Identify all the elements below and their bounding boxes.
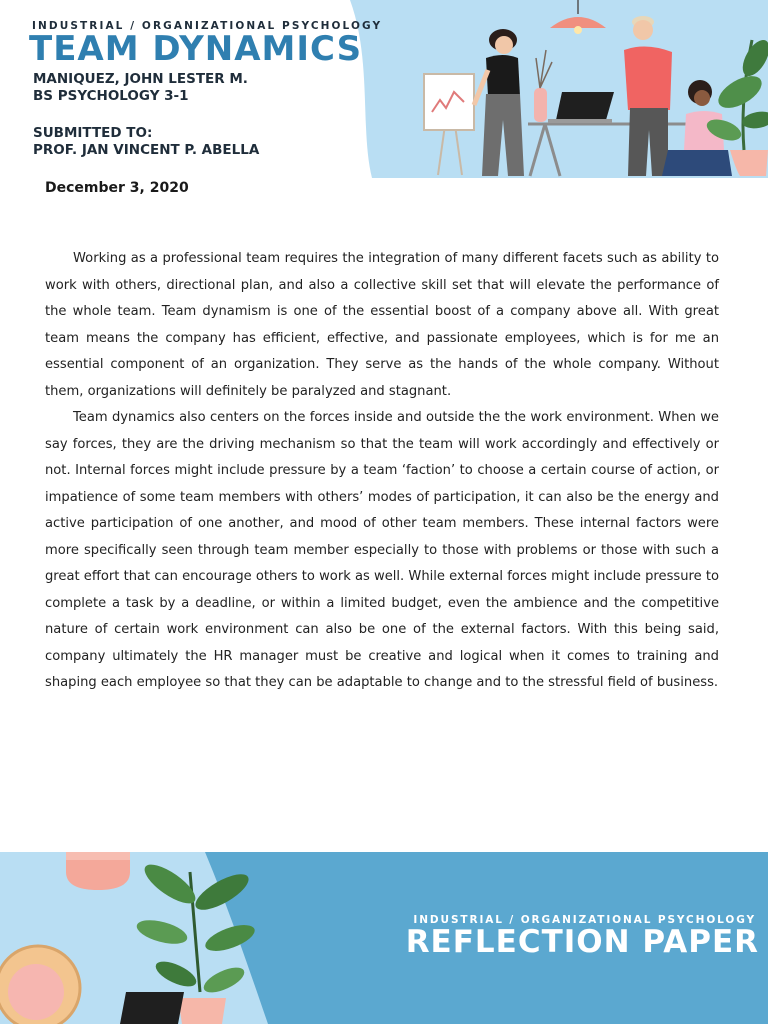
paper-title: TEAM DYNAMICS (29, 29, 363, 69)
program-section: BS PSYCHOLOGY 3-1 (33, 88, 189, 104)
professor-name: PROF. JAN VINCENT P. ABELLA (33, 142, 260, 158)
wicker-chair-icon (0, 946, 80, 1024)
paragraph: Working as a professional team requires the integration of many different facets such as ability to work with others, directional plan, and also a collective skill set that will elevate the performance of the whole team. Team dynamism is one of the essential boost of a company above all. With great team means the company has efficient, effective, and passionate employees, which is for me an essential component of an organization. They serve as the hands of the whole company. Without them, organizations will definitely be paralyzed and stagnant. (45, 251, 719, 399)
document-header (0, 0, 768, 178)
submitted-block (33, 125, 259, 159)
author-block (33, 71, 248, 105)
document-footer (0, 852, 768, 1024)
author-name: MANIQUEZ, JOHN LESTER M. (33, 71, 248, 87)
submitted-to-label: SUBMITTED TO: (33, 125, 153, 141)
document-date: December 3, 2020 (45, 180, 189, 196)
body-text (45, 246, 719, 697)
pendant-lamp-icon (66, 852, 130, 890)
laptop-icon (120, 992, 184, 1024)
footer-paper-type: REFLECTION PAPER (405, 924, 759, 960)
paragraph: Team dynamics also centers on the forces inside and outside the the work environment. When we say forces, they are the driving mechanism so that the team will work accordingly and effectively or not. Internal forces might include pressure by a team ‘faction’ to choose a certain course of action, or impatience of some team members with others’ modes of participation, it can also be the energy and active participation of one another, and mood of other team members. These internal factors were more specifically seen through team member especially to those with problems or those with such a great effort that can encourage others to work as well. While external forces might include pressure to complete a task by a deadline, or within a limited budget, even the ambience and the competitive nature of certain work environment can also be one of the external factors. With this being said, company ultimately the HR manager must be creative and logical when it comes to training and shaping each employee so that they can be adaptable to change and to the stressful field of business. (45, 410, 719, 690)
course-subject: INDUSTRIAL / ORGANIZATIONAL PSYCHOLOGY (32, 20, 383, 32)
footer-course-subject: INDUSTRIAL / ORGANIZATIONAL PSYCHOLOGY (413, 914, 756, 926)
